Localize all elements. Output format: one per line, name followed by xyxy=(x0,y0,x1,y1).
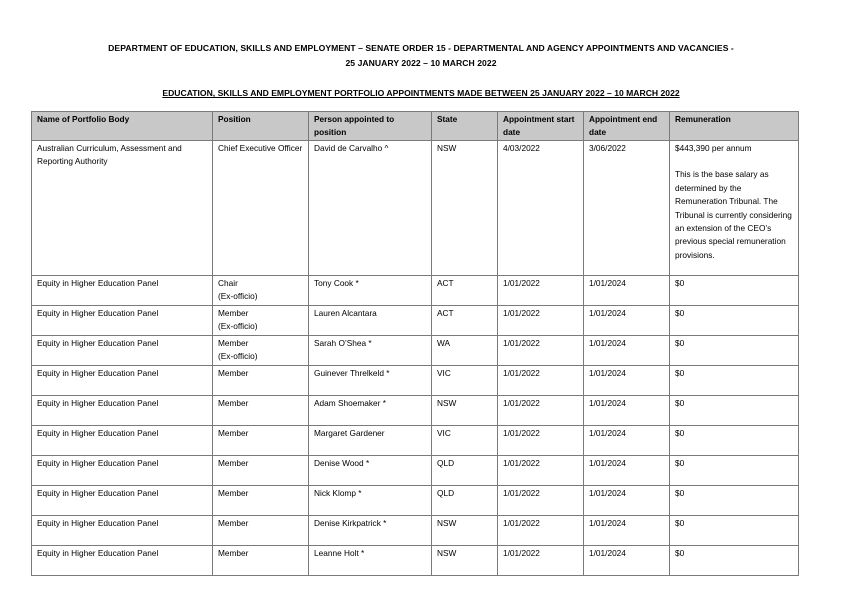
position-title: Member xyxy=(218,308,249,318)
cell-position xyxy=(213,546,309,576)
cell-end-date: 1/01/2024 xyxy=(584,306,670,336)
table-row xyxy=(32,546,799,576)
appointments-table xyxy=(31,111,799,576)
cell-person: Guinever Threlkeld * xyxy=(309,366,432,396)
cell-start-date: 1/01/2022 xyxy=(498,546,584,576)
cell-person: Leanne Holt * xyxy=(309,546,432,576)
cell-state: VIC xyxy=(432,366,498,396)
position-title: Member xyxy=(218,488,249,498)
document-title-line-1: DEPARTMENT OF EDUCATION, SKILLS AND EMPLOYMENT – SENATE ORDER 15 - DEPARTMENTAL AND AGENCY APPOINTMENTS AND VACANCIES - xyxy=(108,43,734,53)
remuneration-note: This is the base salary as determined by the Remuneration Tribunal. The Tribunal is currently considering an extension of the CEO’s previous special remuneration provisions. xyxy=(675,169,792,260)
table-header-row xyxy=(32,112,799,141)
cell-end-date: 1/01/2024 xyxy=(584,546,670,576)
column-header-person: Person appointed to position xyxy=(309,112,432,141)
column-header-remuneration: Remuneration xyxy=(670,112,799,141)
cell-remuneration: $0 xyxy=(670,396,799,426)
cell-body: Equity in Higher Education Panel xyxy=(32,456,213,486)
cell-remuneration: $0 xyxy=(670,546,799,576)
cell-body: Equity in Higher Education Panel xyxy=(32,546,213,576)
cell-body: Equity in Higher Education Panel xyxy=(32,516,213,546)
cell-body: Equity in Higher Education Panel xyxy=(32,276,213,306)
cell-end-date: 1/01/2024 xyxy=(584,276,670,306)
cell-position xyxy=(213,486,309,516)
remuneration-spacer xyxy=(675,155,794,168)
document-title-line-2: 25 JANUARY 2022 – 10 MARCH 2022 xyxy=(345,58,497,68)
table-row xyxy=(32,426,799,456)
cell-end-date: 1/01/2024 xyxy=(584,366,670,396)
cell-end-date: 1/01/2024 xyxy=(584,336,670,366)
cell-start-date: 1/01/2022 xyxy=(498,336,584,366)
cell-person: Adam Shoemaker * xyxy=(309,396,432,426)
table-row xyxy=(32,516,799,546)
cell-end-date: 3/06/2022 xyxy=(584,141,670,276)
cell-start-date: 1/01/2022 xyxy=(498,426,584,456)
cell-state: QLD xyxy=(432,456,498,486)
cell-position: Chief Executive Officer xyxy=(213,141,309,276)
table-row xyxy=(32,486,799,516)
table-row xyxy=(32,366,799,396)
cell-start-date: 1/01/2022 xyxy=(498,396,584,426)
cell-state: QLD xyxy=(432,486,498,516)
cell-start-date: 1/01/2022 xyxy=(498,516,584,546)
cell-remuneration: $0 xyxy=(670,306,799,336)
cell-body: Equity in Higher Education Panel xyxy=(32,486,213,516)
cell-remuneration: $0 xyxy=(670,366,799,396)
cell-remuneration: $0 xyxy=(670,276,799,306)
table-row xyxy=(32,276,799,306)
cell-position xyxy=(213,366,309,396)
cell-start-date: 1/01/2022 xyxy=(498,306,584,336)
cell-person: David de Carvalho ^ xyxy=(309,141,432,276)
cell-start-date: 4/03/2022 xyxy=(498,141,584,276)
cell-position xyxy=(213,396,309,426)
cell-position xyxy=(213,516,309,546)
position-title: Member xyxy=(218,368,249,378)
position-title: Member xyxy=(218,398,249,408)
cell-end-date: 1/01/2024 xyxy=(584,456,670,486)
cell-remuneration: $0 xyxy=(670,336,799,366)
cell-body: Equity in Higher Education Panel xyxy=(32,396,213,426)
cell-remuneration: $0 xyxy=(670,486,799,516)
position-note: (Ex-officio) xyxy=(218,291,258,302)
cell-position xyxy=(213,456,309,486)
cell-body: Equity in Higher Education Panel xyxy=(32,426,213,456)
cell-state: NSW xyxy=(432,141,498,276)
cell-start-date: 1/01/2022 xyxy=(498,276,584,306)
column-header-end-date: Appointment end date xyxy=(584,112,670,141)
position-title: Member xyxy=(218,338,249,348)
cell-body: Australian Curriculum, Assessment and Reporting Authority xyxy=(32,141,213,276)
cell-person: Sarah O’Shea * xyxy=(309,336,432,366)
cell-state: ACT xyxy=(432,276,498,306)
cell-person: Denise Kirkpatrick * xyxy=(309,516,432,546)
cell-body: Equity in Higher Education Panel xyxy=(32,366,213,396)
position-note: (Ex-officio) xyxy=(218,351,258,362)
cell-person: Tony Cook * xyxy=(309,276,432,306)
position-title: Member xyxy=(218,458,249,468)
table-header xyxy=(32,112,799,141)
cell-remuneration xyxy=(670,141,799,276)
cell-person: Lauren Alcantara xyxy=(309,306,432,336)
cell-start-date: 1/01/2022 xyxy=(498,366,584,396)
cell-start-date: 1/01/2022 xyxy=(498,486,584,516)
position-title: Member xyxy=(218,428,249,438)
cell-body: Equity in Higher Education Panel xyxy=(32,336,213,366)
cell-remuneration: $0 xyxy=(670,456,799,486)
position-note: (Ex-officio) xyxy=(218,321,258,332)
column-header-position: Position xyxy=(213,112,309,141)
cell-body: Equity in Higher Education Panel xyxy=(32,306,213,336)
cell-position xyxy=(213,426,309,456)
table-row xyxy=(32,396,799,426)
cell-person: Nick Klomp * xyxy=(309,486,432,516)
cell-state: NSW xyxy=(432,396,498,426)
document-subtitle-text: EDUCATION, SKILLS AND EMPLOYMENT PORTFOLIO APPOINTMENTS MADE BETWEEN 25 JANUARY 2022 – 10 MARCH 2022 xyxy=(162,88,680,98)
cell-end-date: 1/01/2024 xyxy=(584,486,670,516)
cell-end-date: 1/01/2024 xyxy=(584,396,670,426)
column-header-body: Name of Portfolio Body xyxy=(32,112,213,141)
table-row xyxy=(32,336,799,366)
cell-position xyxy=(213,336,309,366)
column-header-state: State xyxy=(432,112,498,141)
position-title: Member xyxy=(218,548,249,558)
column-header-start-date: Appointment start date xyxy=(498,112,584,141)
cell-remuneration: $0 xyxy=(670,426,799,456)
cell-state: ACT xyxy=(432,306,498,336)
remuneration-amount: $443,390 per annum xyxy=(675,143,752,153)
cell-state: NSW xyxy=(432,516,498,546)
table-row xyxy=(32,141,799,276)
cell-state: NSW xyxy=(432,546,498,576)
cell-position xyxy=(213,276,309,306)
cell-remuneration: $0 xyxy=(670,516,799,546)
table-row xyxy=(32,306,799,336)
cell-person: Denise Wood * xyxy=(309,456,432,486)
cell-state: VIC xyxy=(432,426,498,456)
document-subtitle xyxy=(40,88,802,98)
cell-end-date: 1/01/2024 xyxy=(584,516,670,546)
cell-end-date: 1/01/2024 xyxy=(584,426,670,456)
cell-state: WA xyxy=(432,336,498,366)
table-body xyxy=(32,141,799,576)
cell-start-date: 1/01/2022 xyxy=(498,456,584,486)
cell-position xyxy=(213,306,309,336)
table-row xyxy=(32,456,799,486)
position-title: Member xyxy=(218,518,249,528)
position-title: Chair xyxy=(218,278,238,288)
cell-person: Margaret Gardener xyxy=(309,426,432,456)
